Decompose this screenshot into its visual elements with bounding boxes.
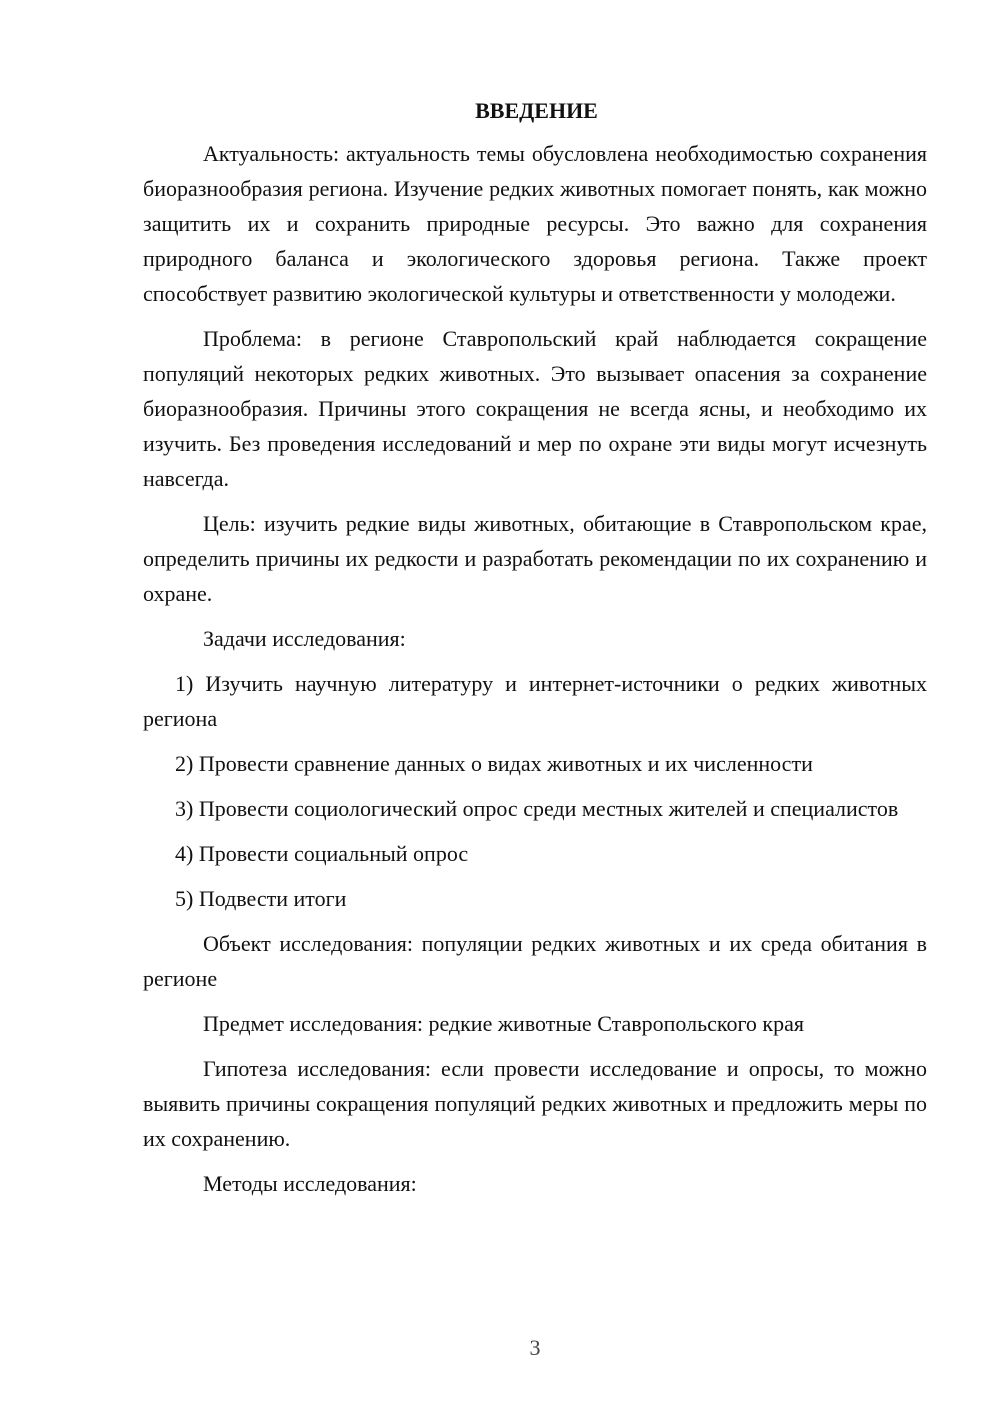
task-item-5: 5) Подвести итоги — [175, 886, 347, 911]
task-item-1: 1) Изучить научную литературу и интернет-источники о редких животных региона — [143, 671, 927, 731]
relevance-paragraph: Актуальность: актуальность темы обусловлена необходимостью сохранения биоразнообразия региона. Изучение редких животных помогает понять, как можно защитить их и сохранить природные ресурсы. Это важно для сохранения природного баланса и экологического здоровья региона. Также проект способствует развитию экологической культуры и ответственности у молодежи. — [143, 141, 927, 306]
task-item-4: 4) Провести социальный опрос — [175, 841, 469, 866]
task-item-2: 2) Провести сравнение данных о видах животных и их численности — [175, 751, 813, 776]
subject-paragraph: Предмет исследования: редкие животные Ставропольского края — [203, 1011, 804, 1036]
object-paragraph: Объект исследования: популяции редких животных и их среда обитания в регионе — [143, 931, 927, 991]
problem-paragraph: Проблема: в регионе Ставропольский край наблюдается сокращение популяций некоторых редких животных. Это вызывает опасения за сохранение биоразнообразия. Причины этого сокращения не всегда ясны, и необходимо их изучить. Без проведения исследований и мер по охране эти виды могут исчезнуть навсегда. — [143, 326, 927, 491]
tasks-heading: Задачи исследования: — [203, 626, 406, 651]
methods-heading: Методы исследования: — [203, 1171, 417, 1196]
goal-paragraph: Цель: изучить редкие виды животных, обитающие в Ставропольском крае, определить причины их редкости и разработать рекомендации по их сохранению и охране. — [143, 511, 927, 606]
page-number: 3 — [529, 1335, 541, 1360]
task-item-3: 3) Провести социологический опрос среди местных жителей и специалистов — [175, 796, 899, 821]
hypothesis-paragraph: Гипотеза исследования: если провести исследование и опросы, то можно выявить причины сокращения популяций редких животных и предложить меры по их сохранению. — [143, 1056, 927, 1151]
page-title: ВВЕДЕНИЕ — [475, 98, 598, 123]
page-content — [143, 93, 927, 1201]
